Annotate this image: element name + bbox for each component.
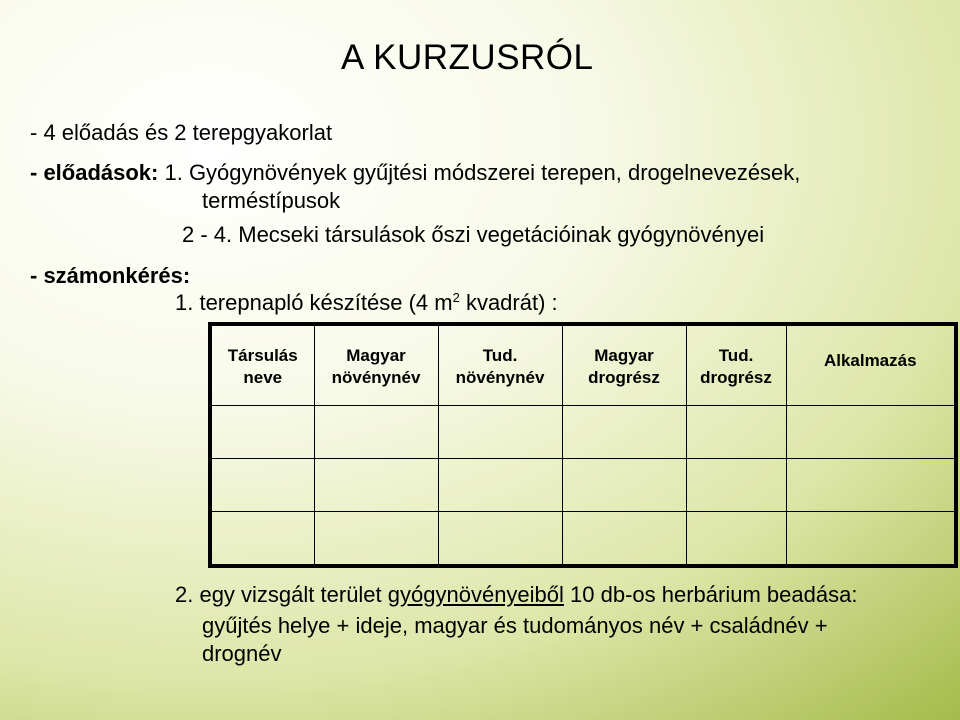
header-tud-novenynev: Tud. növénynév <box>438 324 562 406</box>
field-log-table <box>208 322 958 568</box>
table-cell[interactable] <box>314 459 438 512</box>
header-tud-drogresz: Tud. drogrész <box>686 324 786 406</box>
table-row <box>210 406 956 459</box>
lecture-1-text: 1. Gyógynövények gyűjtési módszerei terepen, drogelnevezések, <box>158 160 801 185</box>
course-structure-line: - 4 előadás és 2 terepgyakorlat <box>30 120 333 145</box>
lectures-label: - előadások: <box>30 160 159 185</box>
header-magyar-novenynev: Magyar növénynév <box>314 324 438 406</box>
table-cell[interactable] <box>314 512 438 567</box>
table-cell[interactable] <box>686 459 786 512</box>
assessment-item-1-text: 1. terepnapló készítése (4 m <box>175 290 453 315</box>
header-alkalmazas: Alkalmazás <box>786 324 956 406</box>
assessment-item-2 <box>175 581 857 609</box>
table-cell[interactable] <box>562 459 686 512</box>
underlined-word: gyógynövényeiből <box>387 582 564 607</box>
assessment-item-1 <box>175 289 558 317</box>
table-cell[interactable] <box>210 406 314 459</box>
table-cell[interactable] <box>786 512 956 567</box>
field-log-table-wrap <box>208 322 958 562</box>
table-cell[interactable] <box>314 406 438 459</box>
table-cell[interactable] <box>686 406 786 459</box>
assessment-item-1-text-end: kvadrát) : <box>459 290 558 315</box>
page-title: A KURZUSRÓL <box>341 38 594 77</box>
table-row <box>210 512 956 567</box>
lecture-1-continuation: terméstípusok <box>202 188 341 213</box>
table-cell[interactable] <box>562 406 686 459</box>
table-cell[interactable] <box>438 406 562 459</box>
header-magyar-drogresz: Magyar drogrész <box>562 324 686 406</box>
assessment-item-2-text-end: 10 db-os herbárium beadása: <box>563 582 858 607</box>
assessment-item-2-continuation-2: drognév <box>202 641 282 666</box>
table-row <box>210 459 956 512</box>
lecture-2-4-text: 2 - 4. Mecseki társulások őszi vegetációinak gyógynövényei <box>182 222 765 247</box>
table-cell[interactable] <box>438 512 562 567</box>
superscript-2: 2 <box>452 290 460 305</box>
assessment-label: - számonkérés: <box>30 263 191 288</box>
table-cell[interactable] <box>438 459 562 512</box>
table-cell[interactable] <box>786 459 956 512</box>
table-cell[interactable] <box>562 512 686 567</box>
assessment-item-2-text: 2. egy vizsgált terület <box>175 582 388 607</box>
lectures-line <box>30 159 800 187</box>
table-cell[interactable] <box>210 512 314 567</box>
table-cell[interactable] <box>686 512 786 567</box>
table-cell[interactable] <box>786 406 956 459</box>
table-cell[interactable] <box>210 459 314 512</box>
table-header-row <box>210 324 956 406</box>
assessment-item-2-continuation: gyűjtés helye + ideje, magyar és tudományos név + családnév + <box>202 613 828 638</box>
header-tarsulas-neve: Társulás neve <box>210 324 314 406</box>
